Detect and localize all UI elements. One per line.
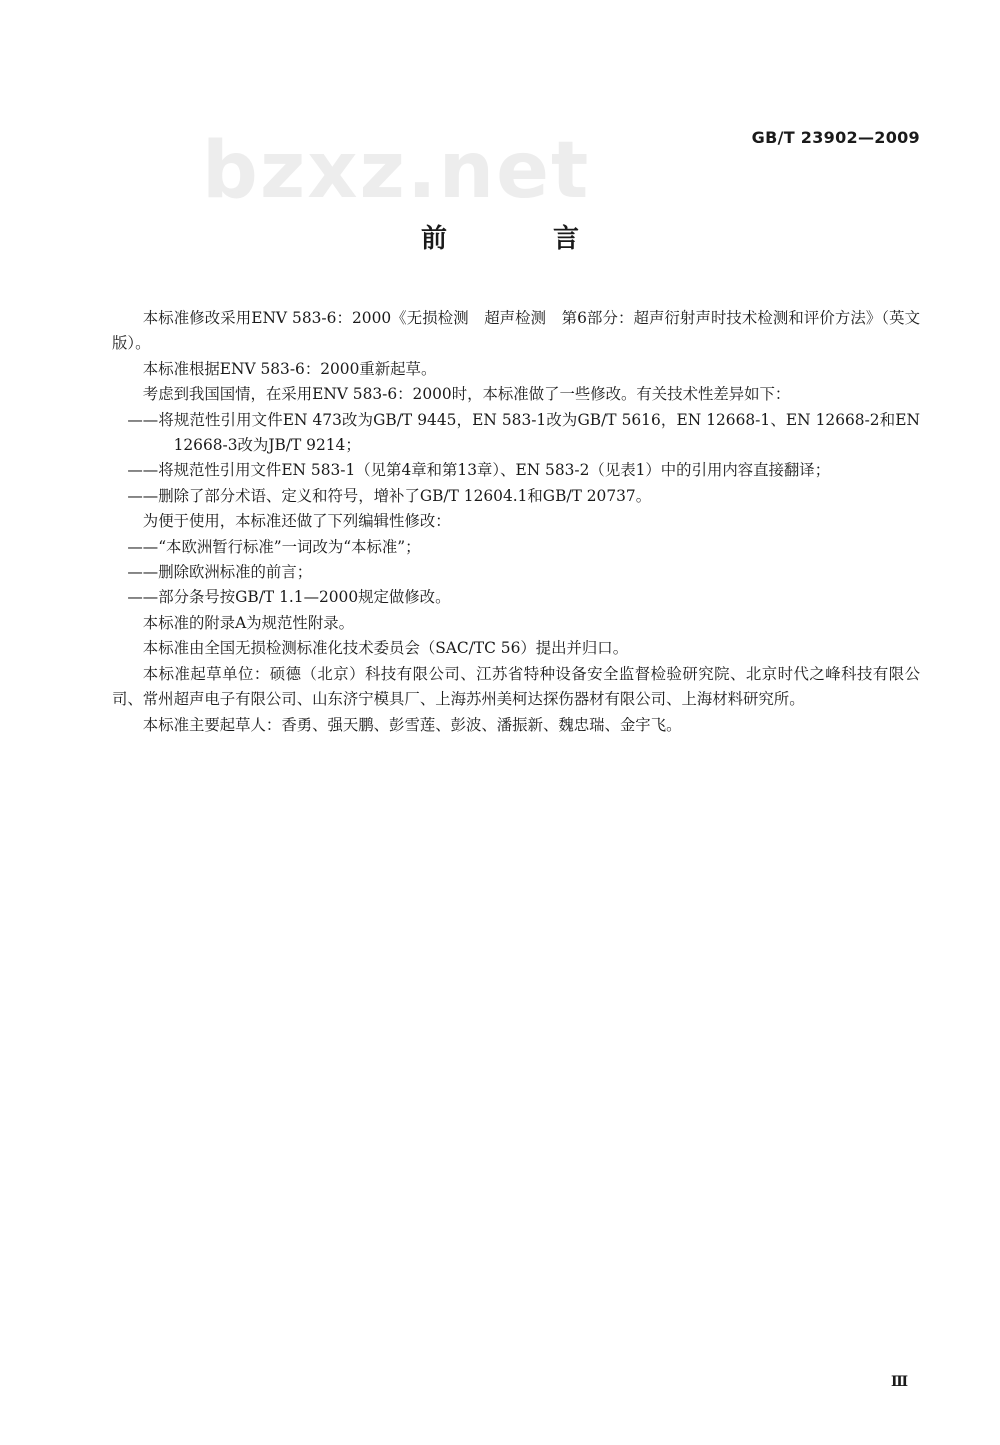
paragraph-annex: 本标准的附录A为规范性附录。 (142, 613, 354, 632)
standard-number: GB/T 23902—2009 (751, 128, 920, 147)
foreword-body (112, 306, 920, 738)
list-item: ——将规范性引用文件EN 583-1（见第4章和第13章）、EN 583-2（见表1）中的引用内容直接翻译； (127, 461, 831, 480)
list-item: ——将规范性引用文件EN 473改为GB/T 9445，EN 583-1改为GB/T 5616，EN 12668-1、EN 12668-2和EN 12668-3改为JB/T 9214； (127, 410, 920, 455)
list-item: ——“本欧洲暂行标准”一词改为“本标准”； (127, 537, 421, 556)
page-number: Ⅲ (890, 1374, 908, 1390)
paragraph-redraft: 本标准根据ENV 583-6：2000重新起草。 (142, 359, 437, 378)
list-item: ——删除了部分术语、定义和符号，增补了GB/T 12604.1和GB/T 20737。 (127, 486, 652, 505)
paragraph-editorial-changes: 为便于使用，本标准还做了下列编辑性修改： (142, 512, 451, 531)
list-item: ——部分条号按GB/T 1.1—2000规定做修改。 (127, 588, 451, 607)
paragraph-adoption: 本标准修改采用ENV 583-6：2000《无损检测 超声检测 第6部分：超声衍射声时技术检测和评价方法》（英文版）。 (112, 309, 920, 353)
paragraph-proposer: 本标准由全国无损检测标准化技术委员会（SAC/TC 56）提出并归口。 (142, 639, 629, 658)
page-title: 前 言 (420, 224, 619, 254)
paragraph-technical-differences: 考虑到我国国情，在采用ENV 583-6：2000时，本标准做了一些修改。有关技术性差异如下： (142, 385, 791, 404)
watermark: bzxz.net (202, 126, 591, 216)
list-item: ——删除欧洲标准的前言； (127, 563, 313, 582)
paragraph-drafters: 本标准主要起草人：香勇、强天鹏、彭雪莲、彭波、潘振新、魏忠瑞、金宇飞。 (142, 715, 682, 734)
paragraph-drafting-units: 本标准起草单位：硕德（北京）科技有限公司、江苏省特种设备安全监督检验研究院、北京时代之峰科技有限公司、常州超声电子有限公司、山东济宁模具厂、上海苏州美柯达探伤器材有限公司、上海材料研究所。 (112, 664, 920, 709)
